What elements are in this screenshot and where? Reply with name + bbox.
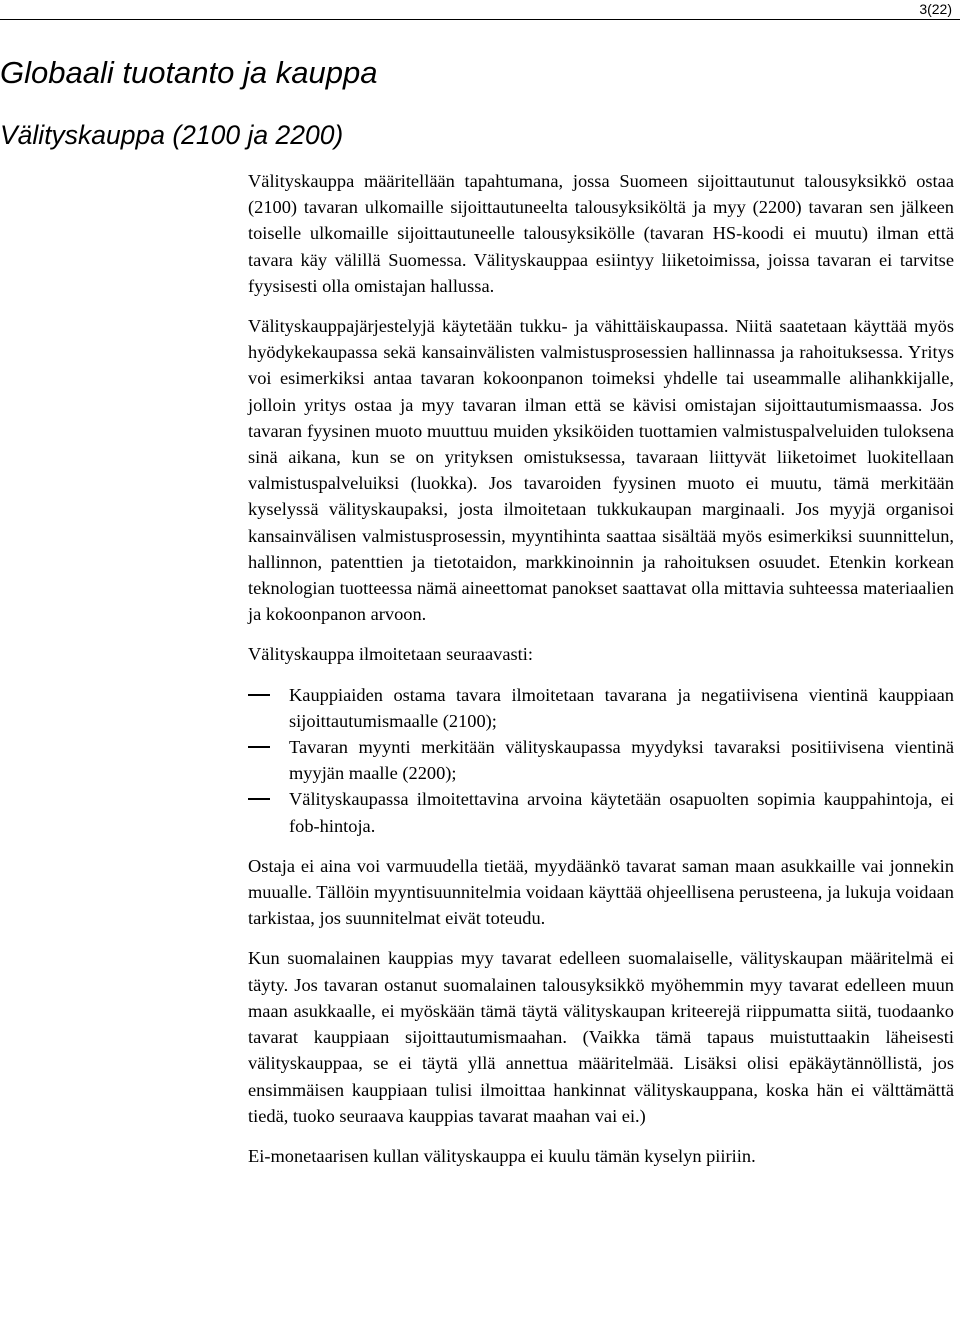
document-title: Globaali tuotanto ja kauppa (0, 55, 378, 90)
paragraph-gold-exclusion: Ei-monetaarisen kullan välityskauppa ei kuulu tämän kyselyn piiriin. (248, 1145, 756, 1166)
dash-bullet-icon (248, 746, 270, 748)
paragraph-buyer-uncertainty: Ostaja ei aina voi varmuudella tietää, myydäänkö tavarat saman maan asukkaille vai jonnekin muualle. Tällöin myyntisuunnitelmia voidaan käyttää ohjeellisena perusteena, ja lukuja voidaan tarkistaa, jos suunnitelmat eivät toteudu. (248, 855, 954, 929)
reporting-list (248, 682, 954, 839)
list-item-text: Välityskaupassa ilmoitettavina arvoina käytetään osapuolten sopimia kauppahintoja, ei fob-hintoja. (289, 789, 954, 836)
paragraph-arrangements: Välityskauppajärjestelyjä käytetään tukku- ja vähittäiskaupassa. Niitä saatetaan käyttää myös hyödykekaupassa sekä kansainvälisten valmistusprosessien hallinnassa ja rahoituksessa. Yritys voi esimerkiksi antaa tavaran kokoonpanon toimeksi yhdelle tai useammalle alihankkijalle, jolloin yritys ostaa ja myy tavaran ilman että se kävisi omistajan sijoittautumismaassa. Jos tavaran fyysinen muoto muuttuu muiden yksiköiden tuottamien valmistuspalveluiden tuloksena sinä aikana, kun se on yrityksen omistuksessa, tavaraan liittyvät liiketoimet luokitellaan valmistuspalveluiksi (luokka). Jos tavaroiden fyysinen muoto ei muutu, tämä merkitään kyselyssä välityskaupaksi, josta ilmoitetaan tukkukaupan marginaali. Jos myyjä organisoi kansainvälisen valmistusprosessin, myyntihinta saattaa sisältää myös esimerkiksi suunnittelun, hallinnon, patenttien ja tietotaidon, markkinoinnin ja rahoituksen osuudet. Etenkin korkean teknologian tuotteessa nämä aineettomat panokset saattavat olla mittavia suhteessa materiaalien ja kokoonpanon arvoon. (248, 316, 954, 625)
dash-bullet-icon (248, 798, 270, 800)
list-item (248, 734, 954, 786)
list-item (248, 786, 954, 838)
body-text (248, 168, 954, 1169)
dash-bullet-icon (248, 694, 270, 696)
page-number: 3(22) (919, 1, 952, 17)
section-title: Välityskauppa (2100 ja 2200) (0, 120, 344, 150)
paragraph-list-intro: Välityskauppa ilmoitetaan seuraavasti: (248, 644, 533, 665)
paragraph-definition: Välityskauppa määritellään tapahtumana, jossa Suomeen sijoittautunut talousyksikkö ostaa (2100) tavaran ulkomaille sijoittautuneelta talousyksiköltä ja myy (2200) tavaran sen jälkeen toiselle ulkomaille sijoittautuneelle talousyksikölle (tavaran HS-koodi ei muutu) ilman että tavara käy välillä Suomessa. Välityskauppaa esiintyy liiketoimissa, joissa tavaran ei tarvitse fyysisesti olla omistajan hallussa. (248, 171, 954, 296)
paragraph-domestic-resale: Kun suomalainen kauppias myy tavarat edelleen suomalaiselle, välityskaupan määritelmä ei täyty. Jos tavaran ostanut suomalainen talousyksikkö myöhemmin myy tavarat edelleen muun maan asukkaalle, ei myöskään tämä täytä välityskaupan kriteerejä riippumatta siitä, tuodaanko tavarat kauppiaan sijoittautumismaahan. (Vaikka tämä tapaus muistuttaakin läheisesti välityskauppaa, se ei täytä yllä annettua määritelmää. Lisäksi olisi epäkäytännöllistä, jos ensimmäisen kauppiaan tulisi ilmoittaa hankinnat välityskauppana, koska hän ei välttämättä tiedä, tuoko seuraava kauppias tavarat maahan vai ei.) (248, 948, 954, 1126)
list-item-text: Tavaran myynti merkitään välityskaupassa myydyksi tavaraksi positiivisena vientinä myyjän maalle (2200); (289, 737, 954, 784)
header-divider (0, 19, 960, 20)
list-item (248, 682, 954, 734)
list-item-text: Kauppiaiden ostama tavara ilmoitetaan tavarana ja negatiivisena vientinä kauppiaan sijoittautumismaalle (2100); (289, 684, 954, 731)
